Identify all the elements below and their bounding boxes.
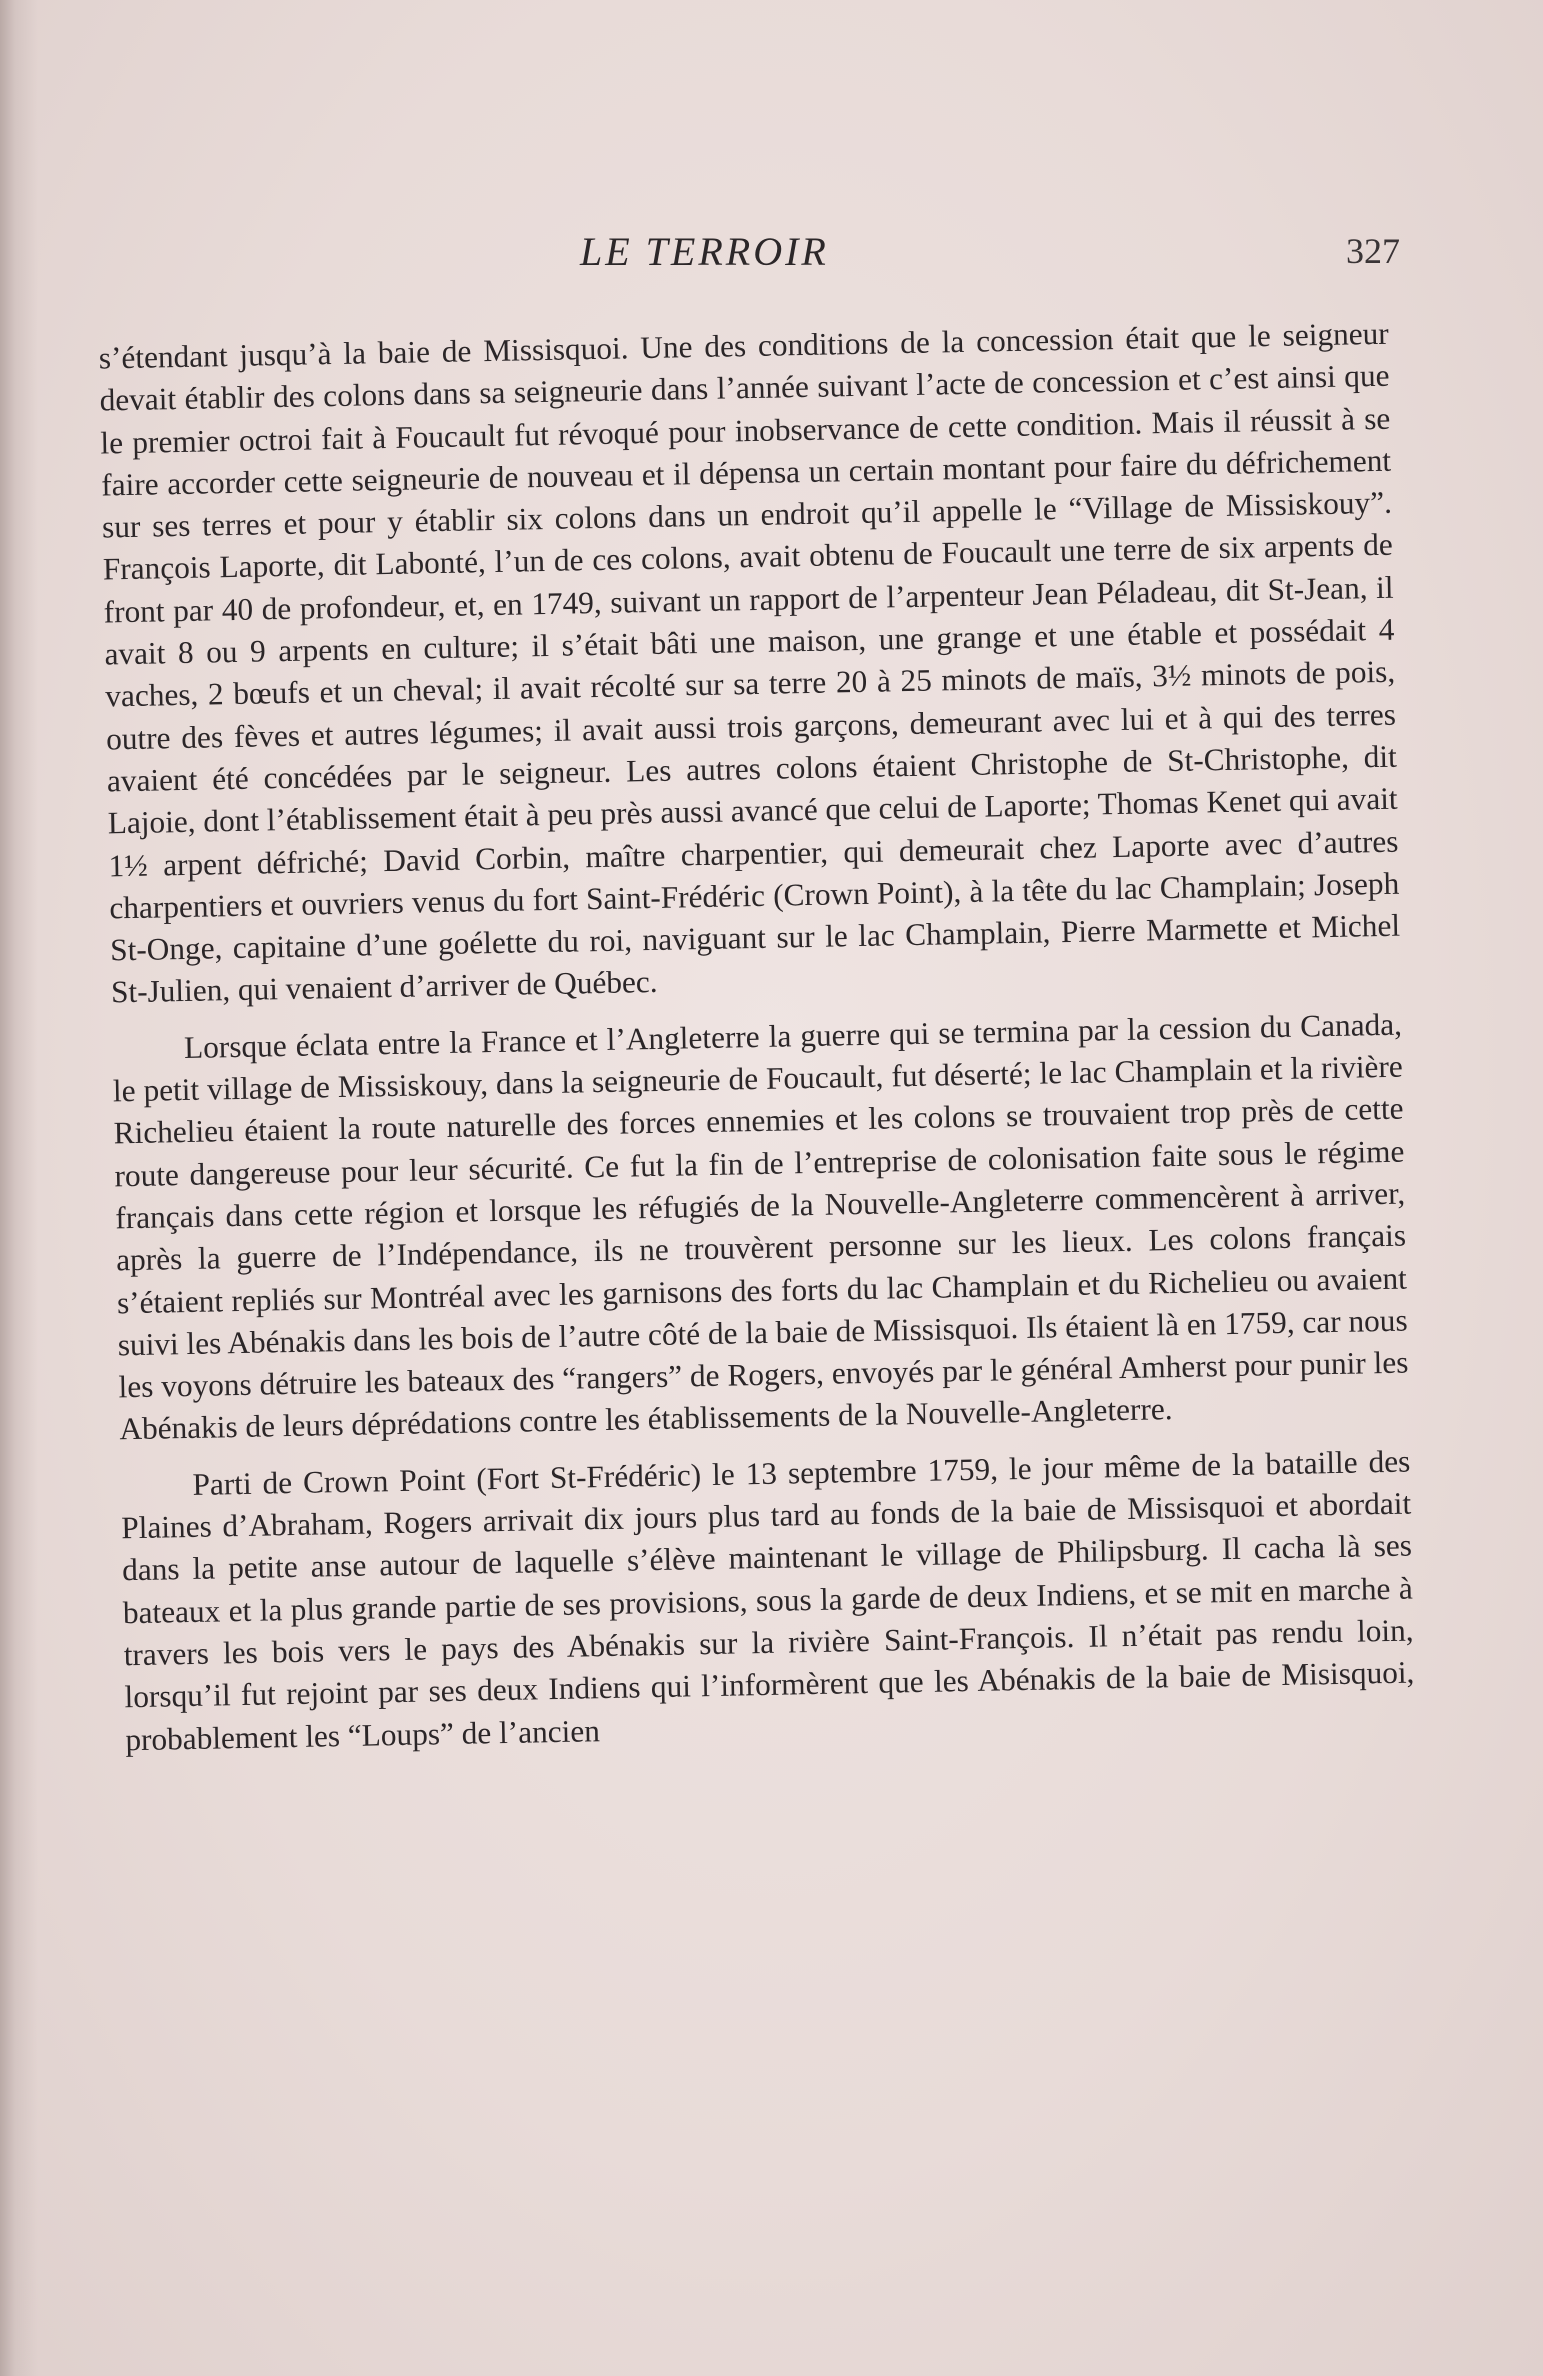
paragraph-3: Parti de Crown Point (Fort St-Frédéric) le 13 septembre 1759, le jour même de la bataille des Plaines d’Abraham, Rogers arrivait dix jours plus tard au fonds de la baie de Missisquoi et abordait dans la petite anse autour de laquelle s’élève maintenant le village de Philipsburg. Il cacha là ses bateaux et la plus grande partie de ses provisions, sous la garde de deux Indiens, et se mit en marche à travers les bois vers le pays des Abénakis sur la rivière Saint-François. Il n’était pas rendu loin, lorsqu’il fut rejoint par ses deux Indiens qui l’informèrent que les Abénakis de la baie de Misisquoi, probablement les “Loups” de l’ancien	[120, 1443, 1415, 1757]
binding-shadow	[0, 0, 38, 2376]
paragraph-2: Lorsque éclata entre la France et l’Angleterre la guerre qui se termina par la cession du Canada, le petit village de Missiskouy, dans la seigneurie de Foucault, fut déserté; le lac Champlain et la rivière Richelieu étaient la route naturelle des forces ennemies et les colons se trouvaient trop près de cette route dangereuse pour leur sécurité. Ce fut la fin de l’entreprise de colonisation faite sous le régime français dans cette région et lorsque les réfugiés de la Nouvelle-Angleterre commencèrent à arriver, après la guerre de l’Indépendance, ils ne trouvèrent personne sur les lieux. Les colons français s’étaient repliés sur Montréal avec les garnisons des forts du lac Champlain et du Richelieu ou avaient suivi les Abénakis dans les bois de l’autre côté de la baie de Missisquoi. Ils étaient là en 1759, car nous les voyons détruire les bateaux des “rangers” de Rogers, envoyés par le général Amherst pour punir les Abénakis de leurs déprédations contre les établissements de la Nouvelle-Angleterre.	[112, 1006, 1409, 1447]
body-text	[98, 313, 1415, 1761]
page-header	[110, 228, 1400, 288]
page-number: 327	[1346, 231, 1400, 271]
running-title: LE TERROIR	[580, 229, 829, 274]
paragraph-1: s’étendant jusqu’à la baie de Missisquoi. Une des conditions de la concession était que le seigneur devait établir des colons dans sa seigneurie dans l’année suivant l’acte de concession et c’est ainsi que le premier octroi fait à Foucault fut révoqué pour inobservance de cette condition. Mais il réussit à se faire accorder cette seigneurie de nouveau et il dépensa un certain montant pour faire du défrichement sur ses terres et pour y établir six colons dans un endroit qu’il appelle le “Village de Missiskouy”. François Laporte, dit Labonté, l’un de ces colons, avait obtenu de Foucault une terre de six arpents de front par 40 de profondeur, et, en 1749, suivant un rapport de l’arpenteur Jean Péladeau, dit St-Jean, il avait 8 ou 9 arpents en culture; il s’était bâti une maison, une grange et une étable et possédait 4 vaches, 2 bœufs et un cheval; il avait récolté sur sa terre 20 à 25 minots de maïs, 3½ minots de pois, outre des fèves et autres légumes; il avait aussi trois garçons, demeurant avec lui et à qui des terres avaient été concédées par le seigneur. Les autres colons étaient Christophe de St-Christophe, dit Lajoie, dont l’établissement était à peu près aussi avancé que celui de Laporte; Thomas Kenet qui avait 1½ arpent défriché; David Corbin, maître charpentier, qui demeurait chez Laporte avec d’autres charpentiers et ouvriers venus du fort Saint-Frédéric (Crown Point), à la tête du lac Champlain; Joseph St-Onge, capitaine d’une goélette du roi, naviguant sur le lac Champlain, Pierre Marmette et Michel St-Julien, qui venaient d’arriver de Québec.	[98, 315, 1401, 1010]
